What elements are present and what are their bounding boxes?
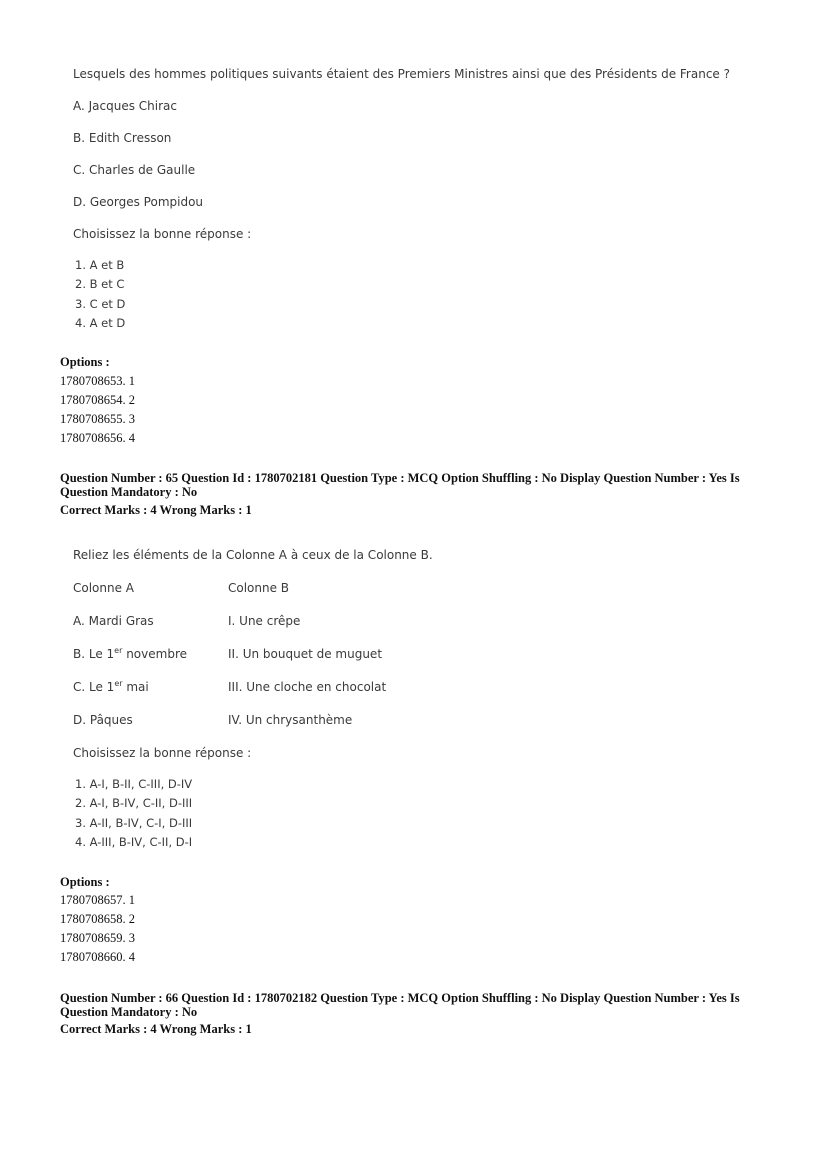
q65-col-b-item-4: IV. Un chrysanthème — [228, 713, 353, 727]
q64-option-3: 1780708655. 3 — [60, 412, 135, 426]
q65-choice-1: 1. A-I, B-II, C-III, D-IV — [75, 777, 193, 791]
q65-col-a-item-3-sup: er — [114, 679, 123, 688]
q65-marks-line: Correct Marks : 4 Wrong Marks : 1 — [60, 503, 252, 517]
q64-statement-c: C. Charles de Gaulle — [73, 163, 196, 177]
q64-option-4: 1780708656. 4 — [60, 431, 135, 445]
q65-col-a-item-2 — [73, 647, 187, 661]
q65-choice-list — [75, 775, 192, 852]
q64-choice-list — [75, 256, 125, 333]
q64-choice-3: 3. C et D — [75, 296, 126, 311]
q65-options-label: Options : — [60, 875, 110, 889]
q65-choice-3: 3. A-II, B-IV, C-I, D-III — [75, 815, 193, 830]
q64-choice-1: 1. A et B — [75, 258, 125, 272]
q64-statement-b: B. Edith Cresson — [73, 131, 172, 145]
q65-col-b-item-3: III. Une cloche en chocolat — [228, 680, 387, 694]
q65-col-a-header: Colonne A — [73, 581, 135, 595]
q65-choice-2: 2. A-I, B-IV, C-II, D-III — [75, 796, 193, 811]
q65-question-text: Reliez les éléments de la Colonne A à ceux de la Colonne B. — [73, 548, 433, 562]
q65-col-a-item-1 — [73, 614, 154, 628]
q64-options-label: Options : — [60, 355, 110, 369]
q65-col-a-item-3 — [73, 680, 149, 694]
q65-instruction: Choisissez la bonne réponse : — [73, 746, 252, 760]
q65-col-b-header: Colonne B — [228, 581, 290, 595]
q65-option-1: 1780708657. 1 — [60, 893, 135, 907]
q65-col-a-item-2-suffix: novembre — [122, 647, 187, 661]
q65-col-a-item-4 — [73, 713, 133, 727]
q65-meta-line: Question Number : 65 Question Id : 1780702181 Question Type : MCQ Option Shuffling : No Display Question Number : Yes Is Question Mandatory : No — [60, 471, 740, 499]
q65-col-a-item-2-text: B. Le 1 — [73, 647, 115, 661]
q66-meta-line: Question Number : 66 Question Id : 1780702182 Question Type : MCQ Option Shuffling : No Display Question Number : Yes Is Question Mandatory : No — [60, 991, 740, 1019]
q65-col-b-item-1: I. Une crêpe — [228, 614, 301, 628]
q64-question-text: Lesquels des hommes politiques suivants étaient des Premiers Ministres ainsi que des Présidents de France ? — [73, 67, 730, 81]
q65-option-3: 1780708659. 3 — [60, 931, 135, 945]
q65-col-a-item-3-text: C. Le 1 — [73, 680, 115, 694]
q65-col-a-item-4-text: D. Pâques — [73, 713, 133, 727]
q64-option-1: 1780708653. 1 — [60, 374, 135, 388]
q65-col-b-item-2: II. Un bouquet de muguet — [228, 647, 383, 661]
q65-col-a-item-3-suffix: mai — [122, 680, 149, 694]
q66-marks-line: Correct Marks : 4 Wrong Marks : 1 — [60, 1022, 252, 1036]
q65-col-a-item-1-text: A. Mardi Gras — [73, 614, 154, 628]
q65-choice-4: 4. A-III, B-IV, C-II, D-I — [75, 834, 193, 849]
q64-statement-a: A. Jacques Chirac — [73, 99, 177, 113]
q64-choice-2: 2. B et C — [75, 277, 125, 292]
q64-choice-4: 4. A et D — [75, 315, 126, 330]
q65-option-2: 1780708658. 2 — [60, 912, 135, 926]
q65-option-4: 1780708660. 4 — [60, 950, 135, 964]
q64-option-2: 1780708654. 2 — [60, 393, 135, 407]
q65-col-a-item-2-sup: er — [114, 646, 123, 655]
q64-instruction: Choisissez la bonne réponse : — [73, 227, 252, 241]
q64-statement-d: D. Georges Pompidou — [73, 195, 204, 209]
